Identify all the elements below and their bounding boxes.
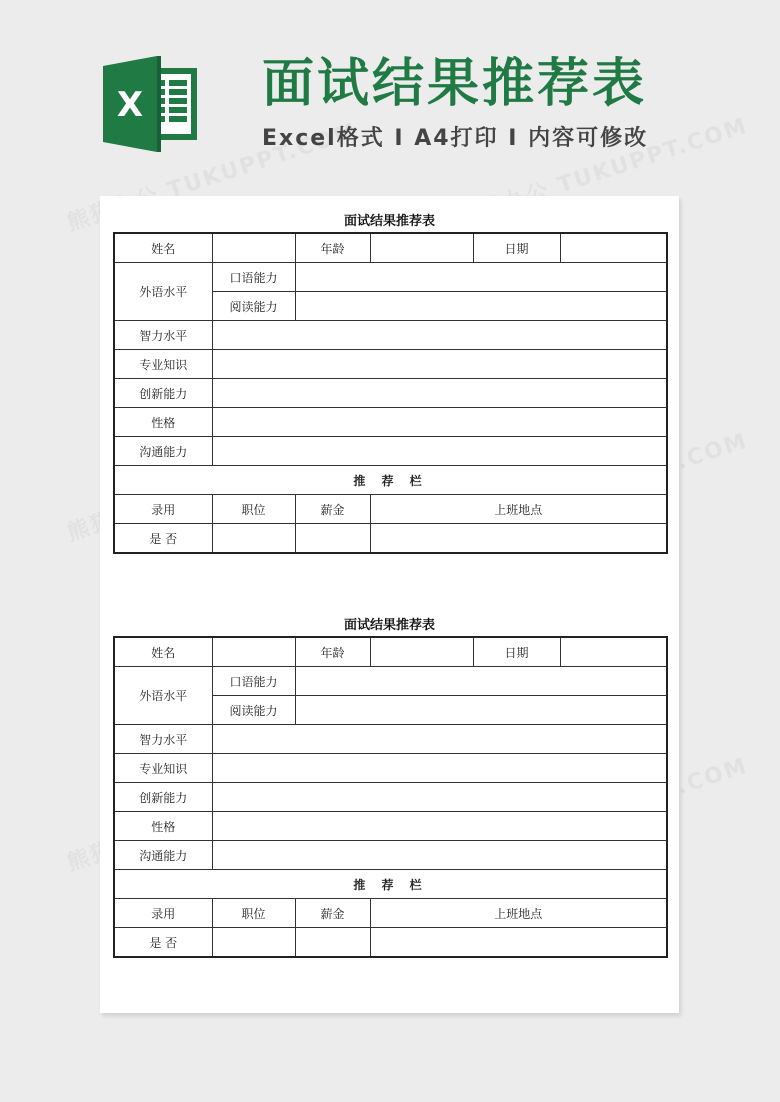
table-row (114, 233, 667, 263)
interview-form-1 (113, 212, 666, 554)
expertise-label: 专业知识 (114, 350, 212, 379)
table-row (114, 437, 667, 466)
personality-label: 性格 (114, 408, 212, 437)
innovation-field[interactable] (212, 379, 667, 408)
hire-header: 录用 (114, 495, 212, 524)
interview-form-2 (113, 616, 666, 958)
reading-label: 阅读能力 (212, 696, 295, 725)
position-field[interactable] (212, 928, 295, 958)
oral-label: 口语能力 (212, 263, 295, 292)
table-row (114, 783, 667, 812)
work-location-field[interactable] (370, 524, 667, 554)
header-banner (0, 0, 780, 196)
position-header: 职位 (212, 899, 295, 928)
hire-header: 录用 (114, 899, 212, 928)
expertise-field[interactable] (212, 350, 667, 379)
work-location-header: 上班地点 (370, 495, 667, 524)
intelligence-field[interactable] (212, 725, 667, 754)
reading-field[interactable] (295, 696, 667, 725)
table-row (114, 637, 667, 667)
table-row (114, 466, 667, 495)
table-row (114, 263, 667, 292)
date-field[interactable] (560, 233, 667, 263)
innovation-label: 创新能力 (114, 783, 212, 812)
form-title: 面试结果推荐表 (343, 618, 435, 633)
age-field[interactable] (370, 637, 473, 667)
date-label: 日期 (473, 233, 560, 263)
table-row (114, 524, 667, 554)
position-header: 职位 (212, 495, 295, 524)
interview-table (113, 636, 668, 958)
salary-field[interactable] (295, 928, 370, 958)
oral-field[interactable] (295, 667, 667, 696)
hire-yes-no[interactable]: 是 否 (114, 524, 212, 554)
intelligence-field[interactable] (212, 321, 667, 350)
table-row (114, 899, 667, 928)
table-row (114, 379, 667, 408)
communication-label: 沟通能力 (114, 437, 212, 466)
salary-field[interactable] (295, 524, 370, 554)
intelligence-label: 智力水平 (114, 725, 212, 754)
table-row (114, 870, 667, 899)
document-page (100, 196, 679, 1013)
expertise-field[interactable] (212, 754, 667, 783)
salary-header: 薪金 (295, 899, 370, 928)
oral-field[interactable] (295, 263, 667, 292)
page-subtitle: Excel格式 I A4打印 I 内容可修改 (262, 126, 649, 151)
work-location-header: 上班地点 (370, 899, 667, 928)
table-row (114, 754, 667, 783)
language-label: 外语水平 (114, 667, 212, 725)
personality-label: 性格 (114, 812, 212, 841)
intelligence-label: 智力水平 (114, 321, 212, 350)
recommend-section-title: 推 荐 栏 (114, 466, 667, 495)
date-field[interactable] (560, 637, 667, 667)
table-row (114, 841, 667, 870)
table-row (114, 725, 667, 754)
age-label: 年龄 (295, 637, 370, 667)
work-location-field[interactable] (370, 928, 667, 958)
communication-field[interactable] (212, 841, 667, 870)
name-label: 姓名 (114, 233, 212, 263)
date-label: 日期 (473, 637, 560, 667)
innovation-field[interactable] (212, 783, 667, 812)
reading-label: 阅读能力 (212, 292, 295, 321)
recommend-section-title: 推 荐 栏 (114, 870, 667, 899)
name-label: 姓名 (114, 637, 212, 667)
interview-table (113, 232, 668, 554)
innovation-label: 创新能力 (114, 379, 212, 408)
language-label: 外语水平 (114, 263, 212, 321)
age-label: 年龄 (295, 233, 370, 263)
table-row (114, 321, 667, 350)
name-field[interactable] (212, 233, 295, 263)
oral-label: 口语能力 (212, 667, 295, 696)
table-row (114, 928, 667, 958)
communication-field[interactable] (212, 437, 667, 466)
communication-label: 沟通能力 (114, 841, 212, 870)
svg-text:X: X (116, 85, 144, 125)
form-title: 面试结果推荐表 (343, 214, 435, 229)
excel-icon (101, 56, 199, 152)
personality-field[interactable] (212, 408, 667, 437)
reading-field[interactable] (295, 292, 667, 321)
page-title: 面试结果推荐表 (262, 54, 648, 114)
expertise-label: 专业知识 (114, 754, 212, 783)
personality-field[interactable] (212, 812, 667, 841)
hire-yes-no[interactable]: 是 否 (114, 928, 212, 958)
table-row (114, 812, 667, 841)
position-field[interactable] (212, 524, 295, 554)
table-row (114, 667, 667, 696)
salary-header: 薪金 (295, 495, 370, 524)
table-row (114, 408, 667, 437)
age-field[interactable] (370, 233, 473, 263)
table-row (114, 495, 667, 524)
name-field[interactable] (212, 637, 295, 667)
table-row (114, 350, 667, 379)
